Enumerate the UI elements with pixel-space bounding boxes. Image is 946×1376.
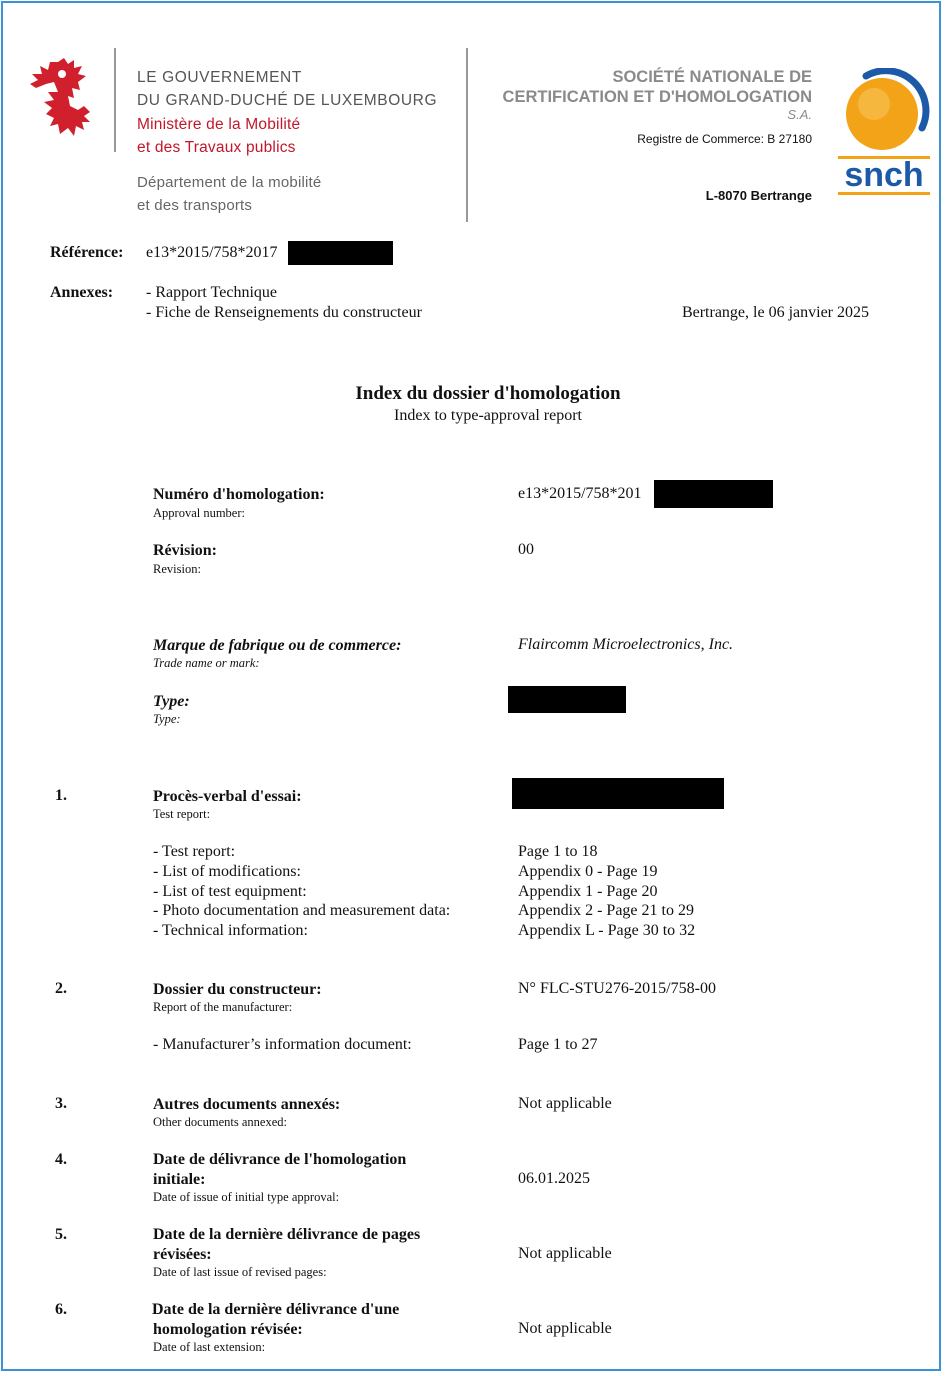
luxembourg-lion-logo: [28, 56, 98, 142]
ministry-line-2: et des Travaux publics: [137, 139, 296, 156]
item-number: 6.: [55, 1301, 67, 1318]
last-extension-date-value: Not applicable: [518, 1320, 612, 1337]
last-extension-date-label-2: homologation révisée:: [153, 1321, 303, 1338]
manufacturer-dossier-label: Dossier du constructeur:: [153, 981, 322, 998]
revised-pages-date-value: Not applicable: [518, 1245, 612, 1262]
annex-item: - Rapport Technique: [146, 284, 277, 301]
document-title: Index du dossier d'homologation: [355, 383, 621, 404]
approval-number-label: Numéro d'homologation:: [153, 486, 325, 503]
reference-value: e13*2015/758*2017: [146, 244, 278, 261]
manufacturer-doc-row-label: - Manufacturer’s information document:: [153, 1036, 412, 1053]
trade-name-sublabel: Trade name or mark:: [153, 656, 260, 670]
snch-name-line-2: CERTIFICATION ET D'HOMOLOGATION: [502, 88, 812, 106]
type-sublabel: Type:: [153, 712, 181, 726]
snch-logo: [836, 68, 932, 198]
snch-address: L-8070 Bertrange: [705, 188, 812, 203]
test-report-sublabel: Test report:: [153, 807, 211, 821]
revised-pages-date-label-1: Date de la dernière délivrance de pages: [153, 1226, 421, 1243]
last-extension-date-sublabel: Date of last extension:: [153, 1340, 266, 1354]
test-report-row-label: - List of modifications:: [153, 863, 301, 880]
annex-item: - Fiche de Renseignements du constructeur: [146, 304, 422, 321]
snch-sa: S.A.: [787, 107, 812, 122]
test-report-row-label: - Photo documentation and measurement data:: [153, 902, 451, 919]
item-number: 2.: [55, 980, 67, 997]
test-report-label: Procès-verbal d'essai:: [153, 788, 302, 805]
test-report-row-value: Appendix 1 - Page 20: [518, 883, 658, 900]
item-number: 5.: [55, 1226, 67, 1243]
annexes-label: Annexes:: [50, 284, 114, 301]
test-report-row-value: Appendix 2 - Page 21 to 29: [518, 902, 694, 919]
redaction-block: [654, 480, 773, 508]
header-divider-center: [466, 48, 468, 222]
gov-line-1: LE GOUVERNEMENT: [137, 69, 302, 86]
test-report-row-label: - Technical information:: [153, 922, 308, 939]
approval-number-value: e13*2015/758*201: [518, 485, 642, 502]
test-report-row-label: - List of test equipment:: [153, 883, 307, 900]
document-subtitle: Index to type-approval report: [394, 407, 582, 424]
test-report-row-value: Appendix L - Page 30 to 32: [518, 922, 696, 939]
reference-label: Référence:: [50, 244, 124, 261]
test-report-row-value: Appendix 0 - Page 19: [518, 863, 658, 880]
revision-sublabel: Revision:: [153, 562, 201, 576]
redaction-block: [508, 686, 626, 713]
last-extension-date-label-1: Date de la dernière délivrance d'une: [152, 1301, 400, 1318]
item-number: 1.: [55, 787, 67, 804]
trade-name-label: Marque de fabrique ou de commerce:: [153, 637, 402, 654]
manufacturer-dossier-value: N° FLC-STU276-2015/758-00: [518, 980, 716, 997]
item-number: 4.: [55, 1151, 67, 1168]
gov-line-2: DU GRAND-DUCHÉ DE LUXEMBOURG: [137, 92, 438, 109]
initial-approval-date-label-2: initiale:: [153, 1171, 206, 1188]
test-report-row-label: - Test report:: [153, 843, 236, 860]
test-report-row-value: Page 1 to 18: [518, 843, 598, 860]
revision-label: Révision:: [153, 542, 217, 559]
revision-value: 00: [518, 541, 534, 558]
dept-line-2: et des transports: [137, 197, 253, 214]
initial-approval-date-value: 06.01.2025: [518, 1170, 590, 1187]
type-label: Type:: [153, 693, 190, 710]
manufacturer-dossier-sublabel: Report of the manufacturer:: [153, 1000, 293, 1014]
manufacturer-doc-row-value: Page 1 to 27: [518, 1036, 598, 1053]
other-documents-sublabel: Other documents annexed:: [153, 1115, 287, 1129]
registre-commerce: Registre de Commerce: B 27180: [637, 132, 812, 146]
snch-name-line-1: SOCIÉTÉ NATIONALE DE: [612, 68, 812, 86]
place-date: Bertrange, le 06 janvier 2025: [681, 304, 869, 321]
redaction-block: [512, 778, 724, 809]
trade-name-value: Flaircomm Microelectronics, Inc.: [518, 636, 734, 653]
redaction-block: [288, 241, 393, 265]
snch-logo-text: snch: [844, 156, 924, 194]
initial-approval-date-sublabel: Date of issue of initial type approval:: [153, 1190, 340, 1204]
header-divider-left: [114, 48, 116, 152]
item-number: 3.: [55, 1095, 67, 1112]
other-documents-value: Not applicable: [518, 1095, 612, 1112]
dept-line-1: Département de la mobilité: [137, 174, 322, 191]
other-documents-label: Autres documents annexés:: [153, 1096, 341, 1113]
initial-approval-date-label-1: Date de délivrance de l'homologation: [153, 1151, 407, 1168]
revised-pages-date-label-2: révisées:: [153, 1246, 212, 1263]
ministry-line-1: Ministère de la Mobilité: [137, 116, 301, 133]
revised-pages-date-sublabel: Date of last issue of revised pages:: [153, 1265, 327, 1279]
approval-number-sublabel: Approval number:: [153, 506, 245, 520]
